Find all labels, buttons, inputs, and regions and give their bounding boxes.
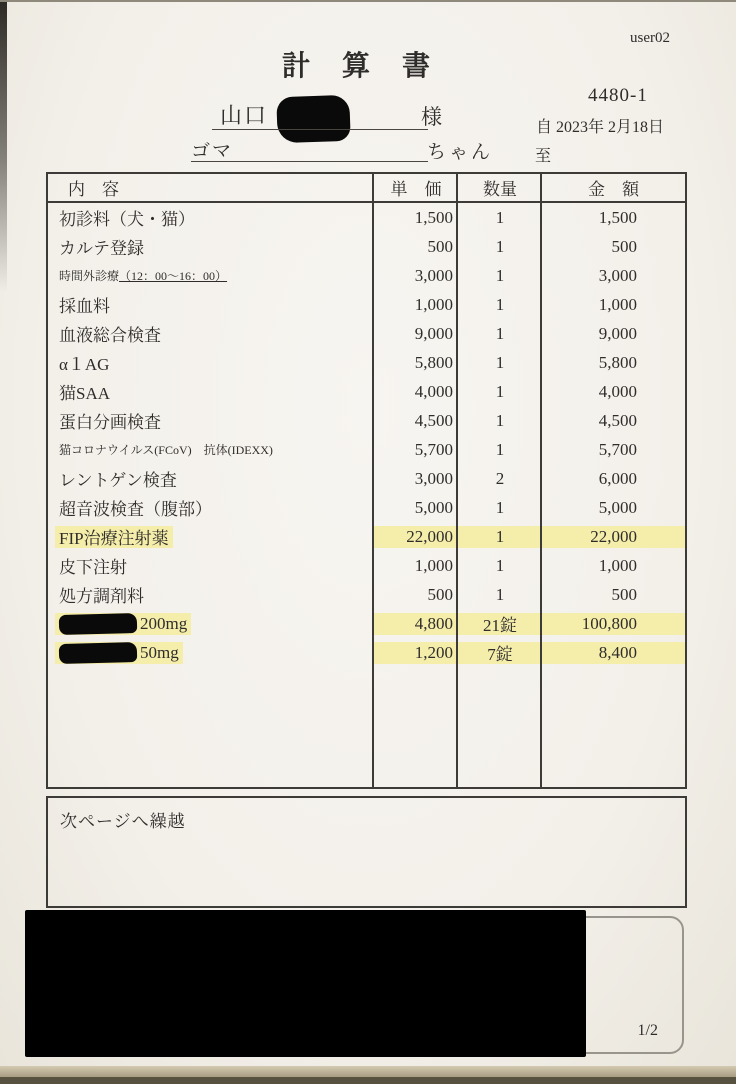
- period-from-label: 自: [536, 119, 553, 136]
- unit-price: 1,000: [414, 555, 453, 575]
- unit-price: 5,800: [414, 352, 453, 372]
- unit-price-cell: [374, 435, 458, 464]
- item-name: 血液総合検査: [59, 326, 161, 345]
- billing-table: [46, 172, 687, 789]
- customer-name-redaction: [276, 95, 351, 144]
- user-id: user02: [630, 30, 670, 46]
- amount: 500: [611, 236, 637, 256]
- unit-price: 500: [427, 584, 453, 604]
- column-divider: [540, 174, 542, 787]
- amount: 9,000: [598, 323, 637, 343]
- quantity-cell: [458, 348, 542, 377]
- item-name-cell: [48, 203, 374, 232]
- quantity: 1: [495, 410, 505, 430]
- item-name-cell: [48, 580, 374, 609]
- amount-cell: [542, 261, 685, 290]
- table-surface-strip: [0, 1066, 736, 1077]
- quantity: 1: [495, 265, 505, 285]
- amount: 4,500: [598, 410, 637, 430]
- unit-price-cell: [374, 609, 458, 638]
- invoice-row: [48, 464, 685, 493]
- invoice-row: [48, 522, 685, 551]
- amount: 5,800: [598, 352, 637, 372]
- customer-honorific: 様: [421, 105, 442, 129]
- amount: 1,000: [598, 294, 637, 314]
- invoice-row: [48, 377, 685, 406]
- quantity-cell: [458, 261, 542, 290]
- unit-price: 5,700: [414, 439, 453, 459]
- quantity-cell: [458, 522, 542, 551]
- amount: 3,000: [598, 265, 637, 285]
- amount-cell: [542, 290, 685, 319]
- quantity-cell: [458, 232, 542, 261]
- quantity: 1: [495, 497, 505, 517]
- photo-left-edge: [0, 2, 7, 292]
- amount-cell: [542, 580, 685, 609]
- amount-cell: [542, 435, 685, 464]
- quantity: 1: [495, 381, 505, 401]
- unit-price-cell: [374, 261, 458, 290]
- quantity: 1: [495, 584, 505, 604]
- unit-price-cell: [374, 551, 458, 580]
- unit-price: 5,000: [414, 497, 453, 517]
- amount: 22,000: [542, 526, 685, 548]
- customer-name: 山口: [220, 103, 269, 128]
- amount-cell: [542, 377, 685, 406]
- item-name-cell: [48, 319, 374, 348]
- redaction-block: [25, 910, 586, 1057]
- column-divider: [456, 174, 458, 787]
- quantity-cell: [458, 638, 542, 667]
- item-name-redaction: [59, 641, 137, 663]
- item-name-cell: [48, 232, 374, 261]
- item-name: 皮下注射: [59, 558, 127, 577]
- unit-price: 1,000: [414, 294, 453, 314]
- invoice-row: [48, 580, 685, 609]
- item-name-hours: （12：00～16：00）: [119, 269, 228, 283]
- unit-price-cell: [374, 406, 458, 435]
- item-name: 200mg: [55, 613, 191, 635]
- quantity: 7錠: [458, 642, 542, 664]
- header-item: 内 容: [68, 180, 119, 199]
- quantity: 1: [495, 294, 505, 314]
- unit-price: 4,500: [414, 410, 453, 430]
- unit-price-cell: [374, 319, 458, 348]
- invoice-row: [48, 348, 685, 377]
- item-name-cell: [48, 435, 374, 464]
- amount: 5,000: [598, 497, 637, 517]
- period-from-date: 2023年 2月18日: [556, 119, 665, 136]
- invoice-row: [48, 203, 685, 232]
- item-name-cell: [48, 638, 374, 667]
- item-name: レントゲン検査: [59, 471, 177, 490]
- unit-price-cell: [374, 464, 458, 493]
- quantity: 1: [495, 323, 505, 343]
- item-name-cell: [48, 464, 374, 493]
- item-name-redaction: [59, 612, 137, 634]
- header-unit-price: 単 価: [390, 180, 442, 199]
- quantity-cell: [458, 203, 542, 232]
- invoice-row: [48, 435, 685, 464]
- unit-price: 22,000: [374, 526, 458, 548]
- item-name: 猫コロナウイルス(FCoV) 抗体(IDEXX): [59, 443, 273, 457]
- item-name: 時間外診療 （12：00～16：00）: [59, 269, 228, 283]
- unit-price-cell: [374, 232, 458, 261]
- quantity: 2: [495, 468, 505, 488]
- amount: 6,000: [598, 468, 637, 488]
- item-name: 初診料（犬・猫）: [59, 210, 195, 229]
- item-name: 採血料: [59, 297, 110, 316]
- unit-price: 1,200: [374, 642, 458, 664]
- unit-price-cell: [374, 522, 458, 551]
- quantity: 1: [495, 352, 505, 372]
- amount: 1,000: [598, 555, 637, 575]
- item-name-cell: [48, 377, 374, 406]
- amount-cell: [542, 319, 685, 348]
- unit-price-cell: [374, 377, 458, 406]
- item-name: 猫SAA: [59, 384, 111, 403]
- unit-price-cell: [374, 290, 458, 319]
- amount-cell: [542, 348, 685, 377]
- amount: 1,500: [598, 207, 637, 227]
- quantity-cell: [458, 290, 542, 319]
- item-name-cell: [48, 551, 374, 580]
- quantity: 1: [495, 439, 505, 459]
- invoice-title: 計 算 書: [282, 51, 433, 82]
- quantity-cell: [458, 319, 542, 348]
- amount-cell: [542, 493, 685, 522]
- item-name-cell: [48, 522, 374, 551]
- quantity: 21錠: [458, 613, 542, 635]
- carry-forward-box: [46, 796, 687, 908]
- quantity: 1: [495, 555, 505, 575]
- unit-price-cell: [374, 638, 458, 667]
- amount: 8,400: [542, 642, 685, 664]
- period-from: [536, 114, 664, 137]
- amount-cell: [542, 406, 685, 435]
- unit-price: 3,000: [414, 265, 453, 285]
- unit-price: 9,000: [414, 323, 453, 343]
- quantity: 1: [495, 236, 505, 256]
- header-quantity: 数量: [483, 180, 517, 199]
- invoice-row: [48, 609, 685, 638]
- item-name: FIP治療注射薬: [55, 526, 173, 548]
- photo-top-edge: [0, 0, 736, 2]
- item-name-cell: [48, 406, 374, 435]
- pet-name: ゴマ: [191, 141, 234, 162]
- column-divider: [372, 174, 374, 787]
- item-name-cell: [48, 493, 374, 522]
- header-amount: 金 額: [588, 180, 639, 199]
- quantity-cell: [458, 609, 542, 638]
- amount-cell: [542, 232, 685, 261]
- invoice-row: [48, 406, 685, 435]
- customer-name-underline: [212, 129, 428, 130]
- unit-price-cell: [374, 203, 458, 232]
- amount-cell: [542, 522, 685, 551]
- quantity-cell: [458, 377, 542, 406]
- quantity-cell: [458, 493, 542, 522]
- item-name: カルテ登録: [59, 239, 144, 258]
- amount-cell: [542, 464, 685, 493]
- item-name-cell: [48, 290, 374, 319]
- item-name-cell: [48, 261, 374, 290]
- invoice-row: [48, 551, 685, 580]
- amount-cell: [542, 203, 685, 232]
- quantity-cell: [458, 435, 542, 464]
- unit-price: 4,000: [414, 381, 453, 401]
- item-name-cell: [48, 609, 374, 638]
- doc-number: 4480-1: [588, 85, 648, 106]
- amount-cell: [542, 638, 685, 667]
- amount: 100,800: [542, 613, 685, 635]
- invoice-row: [48, 493, 685, 522]
- item-name-cell: [48, 348, 374, 377]
- table-surface-shadow: [0, 1077, 736, 1084]
- period-to-label: 至: [535, 148, 552, 165]
- pet-name-underline: [191, 161, 428, 162]
- amount: 500: [611, 584, 637, 604]
- invoice-row: [48, 319, 685, 348]
- quantity-cell: [458, 551, 542, 580]
- quantity: 1: [458, 526, 542, 548]
- item-name: α１AG: [59, 355, 110, 374]
- quantity-cell: [458, 406, 542, 435]
- unit-price-cell: [374, 580, 458, 609]
- unit-price: 500: [427, 236, 453, 256]
- invoice-row: [48, 232, 685, 261]
- pet-honorific: ちゃん: [427, 142, 494, 163]
- amount-cell: [542, 551, 685, 580]
- unit-price: 4,800: [374, 613, 458, 635]
- amount: 5,700: [598, 439, 637, 459]
- carry-forward-label: 次ページへ繰越: [60, 812, 186, 831]
- quantity: 1: [495, 207, 505, 227]
- item-name: 超音波検査（腹部）: [59, 500, 212, 519]
- unit-price: 3,000: [414, 468, 453, 488]
- item-name: 蛋白分画検査: [59, 413, 161, 432]
- unit-price-cell: [374, 348, 458, 377]
- table-header-row: [48, 174, 685, 203]
- invoice-row: [48, 638, 685, 667]
- page-indicator: 1/2: [637, 1022, 658, 1039]
- invoice-row: [48, 290, 685, 319]
- quantity-cell: [458, 464, 542, 493]
- quantity-cell: [458, 580, 542, 609]
- unit-price: 1,500: [414, 207, 453, 227]
- table-body: [48, 203, 685, 667]
- item-name: 50mg: [55, 642, 183, 664]
- amount: 4,000: [598, 381, 637, 401]
- invoice-row: [48, 261, 685, 290]
- item-name: 処方調剤料: [59, 587, 144, 606]
- amount-cell: [542, 609, 685, 638]
- unit-price-cell: [374, 493, 458, 522]
